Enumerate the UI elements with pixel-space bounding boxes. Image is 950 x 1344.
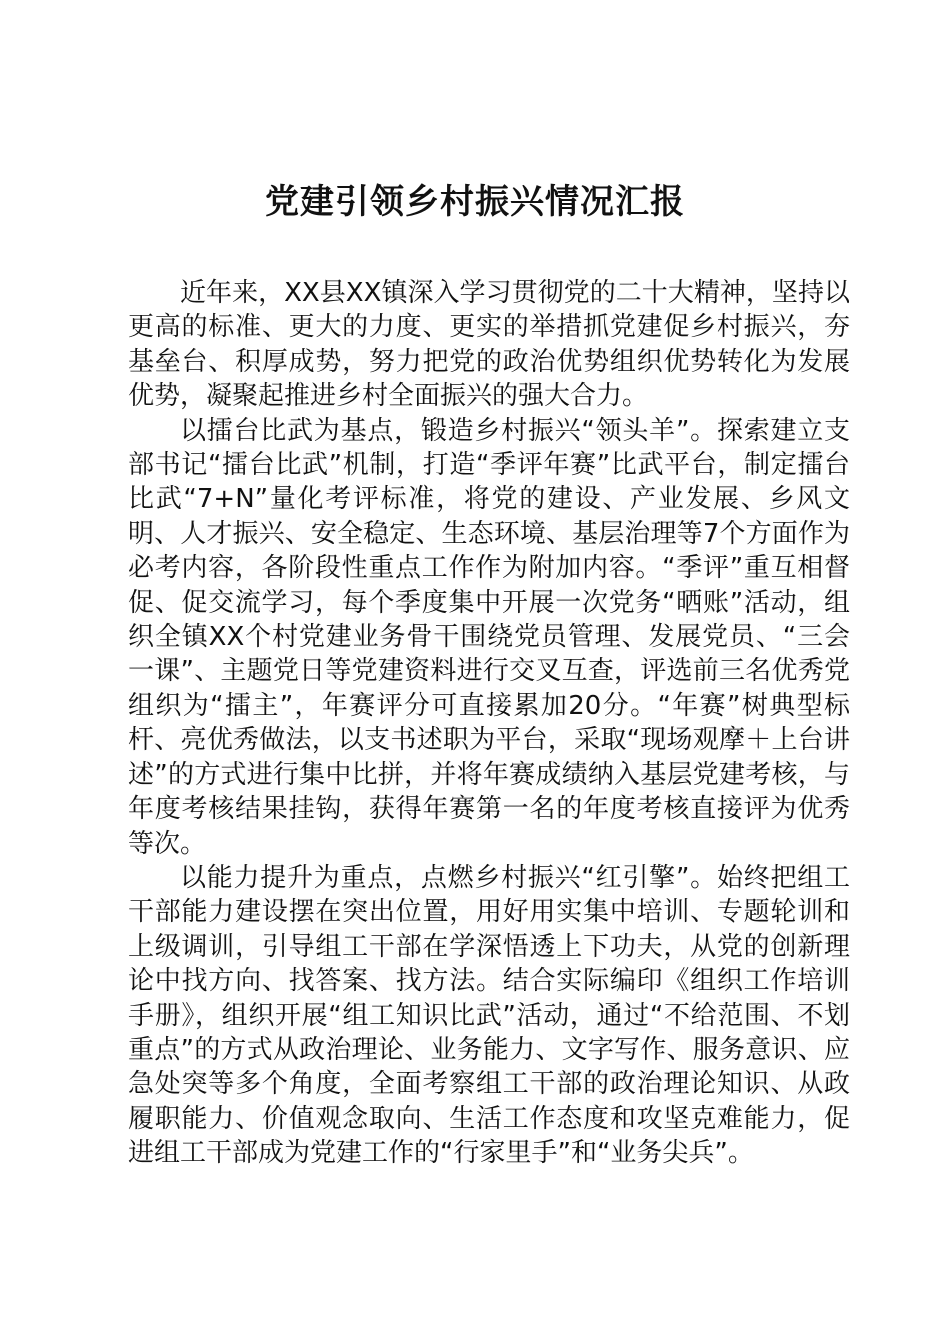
paragraph-intro: 近年来，XX县XX镇深入学习贯彻党的二十大精神，坚持以更高的标准、更大的力度、更实的举措抓党建促乡村振兴，夯基垒台、积厚成势，努力把党的政治优势组织优势转化为发展优势，凝聚起推进乡村全面振兴的强大合力。 bbox=[128, 278, 850, 412]
document-body bbox=[128, 276, 850, 1171]
document-title: 党建引领乡村振兴情况汇报 bbox=[265, 182, 685, 222]
paragraph-capacity: 以能力提升为重点，点燃乡村振兴“红引擎”。始终把组工干部能力建设摆在突出位置，用好用实集中培训、专题轮训和上级调训，引导组工干部在学深悟透上下功夫，从党的创新理论中找方向、找答案、找方法。结合实际编印《组织工作培训手册》，组织开展“组工知识比武”活动，通过“不给范围、不划重点”的方式从政治理论、业务能力、文字写作、服务意识、应急处突等多个角度，全面考察组工干部的政治理论知识、从政履职能力、价值观念取向、生活工作态度和攻坚克难能力，促进组工干部成为党建工作的“行家里手”和“业务尖兵”。 bbox=[128, 862, 850, 1169]
paragraph-competition: 以擂台比武为基点，锻造乡村振兴“领头羊”。探索建立支部书记“擂台比武”机制，打造“季评年赛”比武平台，制定擂台比武“7+N”量化考评标准，将党的建设、产业发展、乡风文明、人才振兴、安全稳定、生态环境、基层治理等7个方面作为必考内容，各阶段性重点工作作为附加内容。“季评”重互相督促、促交流学习，每个季度集中开展一次党务“晒账”活动，组织全镇XX个村党建业务骨干围绕党员管理、发展党员、“三会一课”、主题党日等党建资料进行交叉互查，评选前三名优秀党组织为“擂主”，年赛评分可直接累加20分。“年赛”树典型标杆、亮优秀做法，以支书述职为平台，采取“现场观摩＋上台讲述”的方式进行集中比拼，并将年赛成绩纳入基层党建考核，与年度考核结果挂钩，获得年赛第一名的年度考核直接评为优秀等次。 bbox=[128, 415, 850, 859]
